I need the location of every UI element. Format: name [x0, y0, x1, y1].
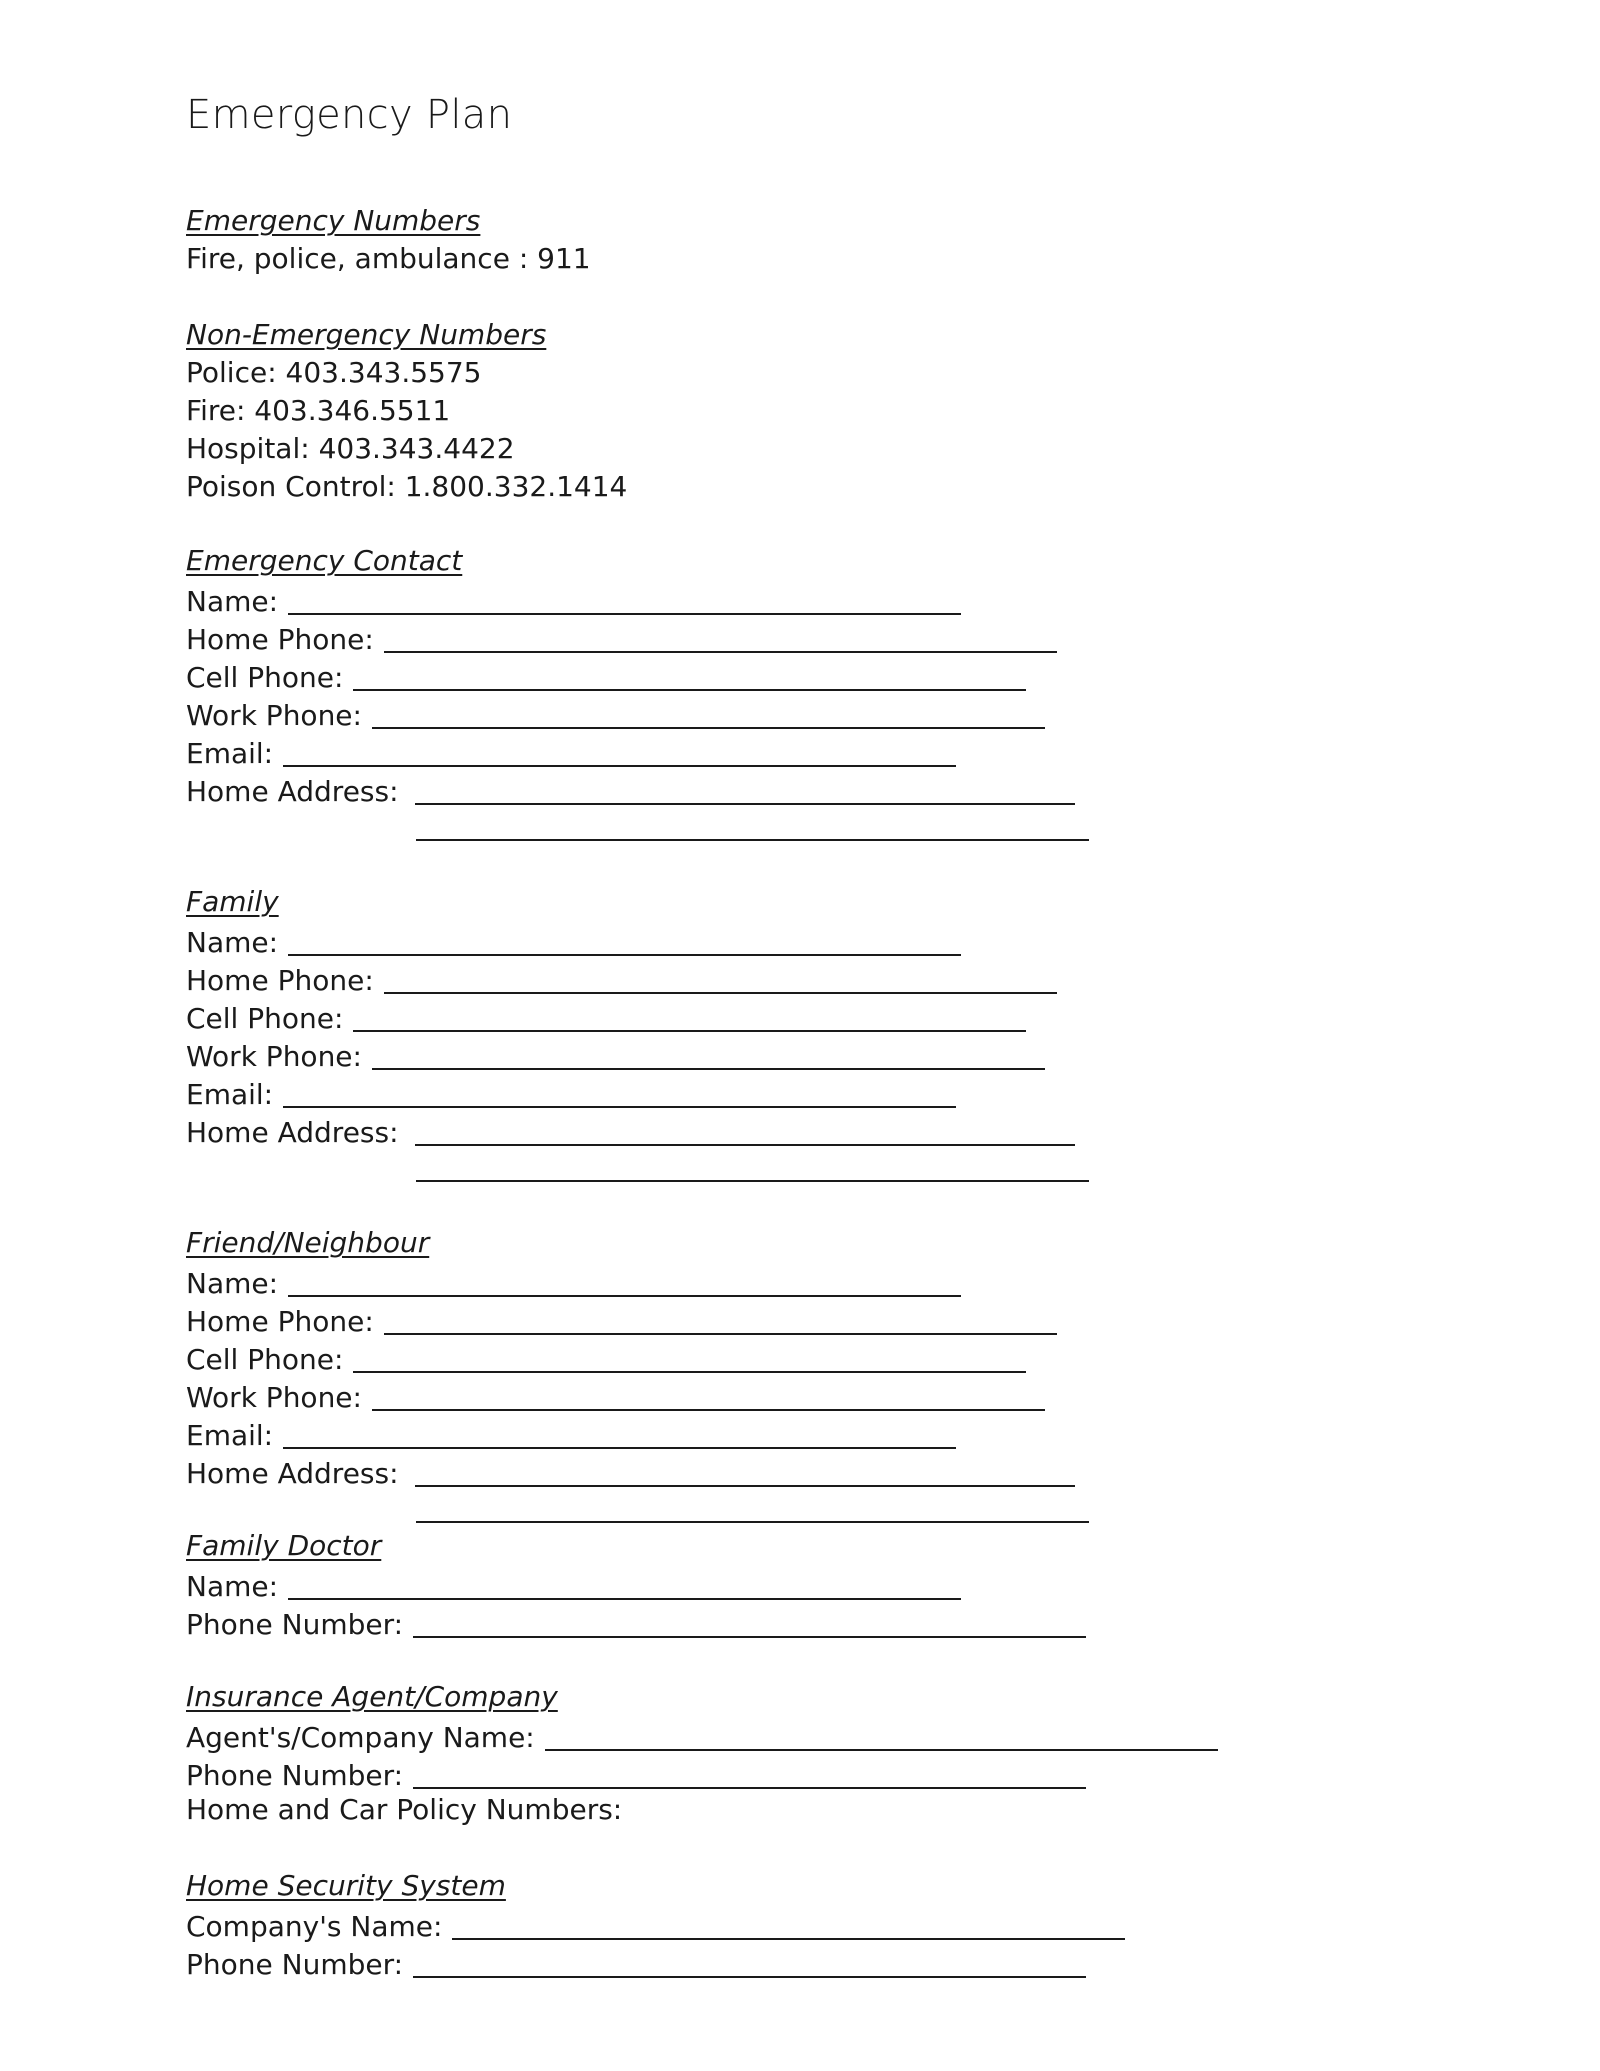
field-label: Home Phone: [186, 964, 374, 997]
field-label: Phone Number: [186, 1948, 404, 1981]
field-label: Work Phone: [186, 699, 362, 732]
field-label: Company's Name: [186, 1910, 443, 1943]
ec-home-address-blank[interactable] [415, 802, 1075, 805]
field-label: Email: [186, 1419, 274, 1452]
doctor-name-blank[interactable] [288, 1597, 961, 1600]
family-cell-phone-blank[interactable] [353, 1029, 1026, 1032]
doctor-phone-field [186, 1601, 1086, 1641]
ec-home-phone-blank[interactable] [384, 650, 1057, 653]
family-name-field [186, 919, 961, 959]
doctor-name-field [186, 1563, 961, 1603]
field-label: Name: [186, 1570, 279, 1603]
friend-home-phone-field [186, 1298, 1057, 1338]
ec-email-blank[interactable] [283, 764, 956, 767]
friend-email-blank[interactable] [283, 1446, 956, 1449]
non-emergency-heading: Non-Emergency Numbers [186, 318, 547, 351]
field-label: Phone Number: [186, 1759, 404, 1792]
friend-home-address-field [186, 1450, 1075, 1490]
friend-heading: Friend/Neighbour [186, 1226, 430, 1259]
ec-home-phone-field [186, 616, 1057, 656]
ec-home-address-field [186, 768, 1075, 808]
field-label: Work Phone: [186, 1040, 362, 1073]
family-work-phone-field [186, 1033, 1045, 1073]
page-title: Emergency Plan [186, 92, 513, 138]
friend-home-address-blank-2[interactable] [416, 1520, 1089, 1523]
ec-home-address-blank-2[interactable] [416, 838, 1089, 841]
field-label: Home Address: [186, 775, 399, 808]
field-label: Home Address: [186, 1116, 399, 1149]
field-label: Home Phone: [186, 623, 374, 656]
insurance-phone-field [186, 1752, 1086, 1792]
ec-cell-phone-field [186, 654, 1026, 694]
family-email-field [186, 1071, 956, 1111]
friend-home-phone-blank[interactable] [384, 1332, 1057, 1335]
field-label: Name: [186, 585, 279, 618]
security-company-field [186, 1903, 1125, 1943]
friend-name-field [186, 1260, 961, 1300]
field-label: Home Address: [186, 1457, 399, 1490]
field-label: Phone Number: [186, 1608, 404, 1641]
policy-numbers-label: Home and Car Policy Numbers: [186, 1793, 623, 1826]
family-home-address-blank[interactable] [415, 1143, 1075, 1146]
fire-number: Fire: 403.346.5511 [186, 394, 451, 427]
security-phone-blank[interactable] [413, 1975, 1086, 1978]
insurance-heading: Insurance Agent/Company [186, 1680, 558, 1713]
ec-cell-phone-blank[interactable] [353, 688, 1026, 691]
emergency-contact-heading: Emergency Contact [186, 544, 463, 577]
field-label: Cell Phone: [186, 1002, 344, 1035]
ec-name-field [186, 578, 961, 618]
field-label: Email: [186, 737, 274, 770]
field-label: Name: [186, 1267, 279, 1300]
friend-name-blank[interactable] [288, 1294, 961, 1297]
friend-email-field [186, 1412, 956, 1452]
hospital-number: Hospital: 403.343.4422 [186, 432, 515, 465]
field-label: Cell Phone: [186, 1343, 344, 1376]
field-label: Home Phone: [186, 1305, 374, 1338]
family-cell-phone-field [186, 995, 1026, 1035]
security-heading: Home Security System [186, 1869, 506, 1902]
emergency-number-line: Fire, police, ambulance : 911 [186, 242, 591, 275]
ec-email-field [186, 730, 956, 770]
field-label: Agent's/Company Name: [186, 1721, 535, 1754]
field-label: Cell Phone: [186, 661, 344, 694]
field-label: Work Phone: [186, 1381, 362, 1414]
emergency-numbers-heading: Emergency Numbers [186, 204, 481, 237]
document-page [186, 0, 1486, 2071]
ec-work-phone-blank[interactable] [372, 726, 1045, 729]
family-work-phone-blank[interactable] [372, 1067, 1045, 1070]
family-home-phone-field [186, 957, 1057, 997]
family-home-address-field [186, 1109, 1075, 1149]
insurance-phone-blank[interactable] [413, 1786, 1086, 1789]
doctor-heading: Family Doctor [186, 1529, 382, 1562]
security-company-blank[interactable] [452, 1937, 1125, 1940]
friend-work-phone-blank[interactable] [372, 1408, 1045, 1411]
police-number: Police: 403.343.5575 [186, 356, 482, 389]
security-phone-field [186, 1941, 1086, 1981]
family-home-address-blank-2[interactable] [416, 1179, 1089, 1182]
insurance-company-blank[interactable] [545, 1748, 1218, 1751]
friend-cell-phone-blank[interactable] [353, 1370, 1026, 1373]
ec-name-blank[interactable] [288, 612, 961, 615]
poison-control-number: Poison Control: 1.800.332.1414 [186, 470, 628, 503]
field-label: Email: [186, 1078, 274, 1111]
ec-work-phone-field [186, 692, 1045, 732]
friend-work-phone-field [186, 1374, 1045, 1414]
insurance-company-field [186, 1714, 1218, 1754]
family-email-blank[interactable] [283, 1105, 956, 1108]
field-label: Name: [186, 926, 279, 959]
doctor-phone-blank[interactable] [413, 1635, 1086, 1638]
family-heading: Family [186, 885, 279, 918]
friend-home-address-blank[interactable] [415, 1484, 1075, 1487]
family-name-blank[interactable] [288, 953, 961, 956]
family-home-phone-blank[interactable] [384, 991, 1057, 994]
friend-cell-phone-field [186, 1336, 1026, 1376]
